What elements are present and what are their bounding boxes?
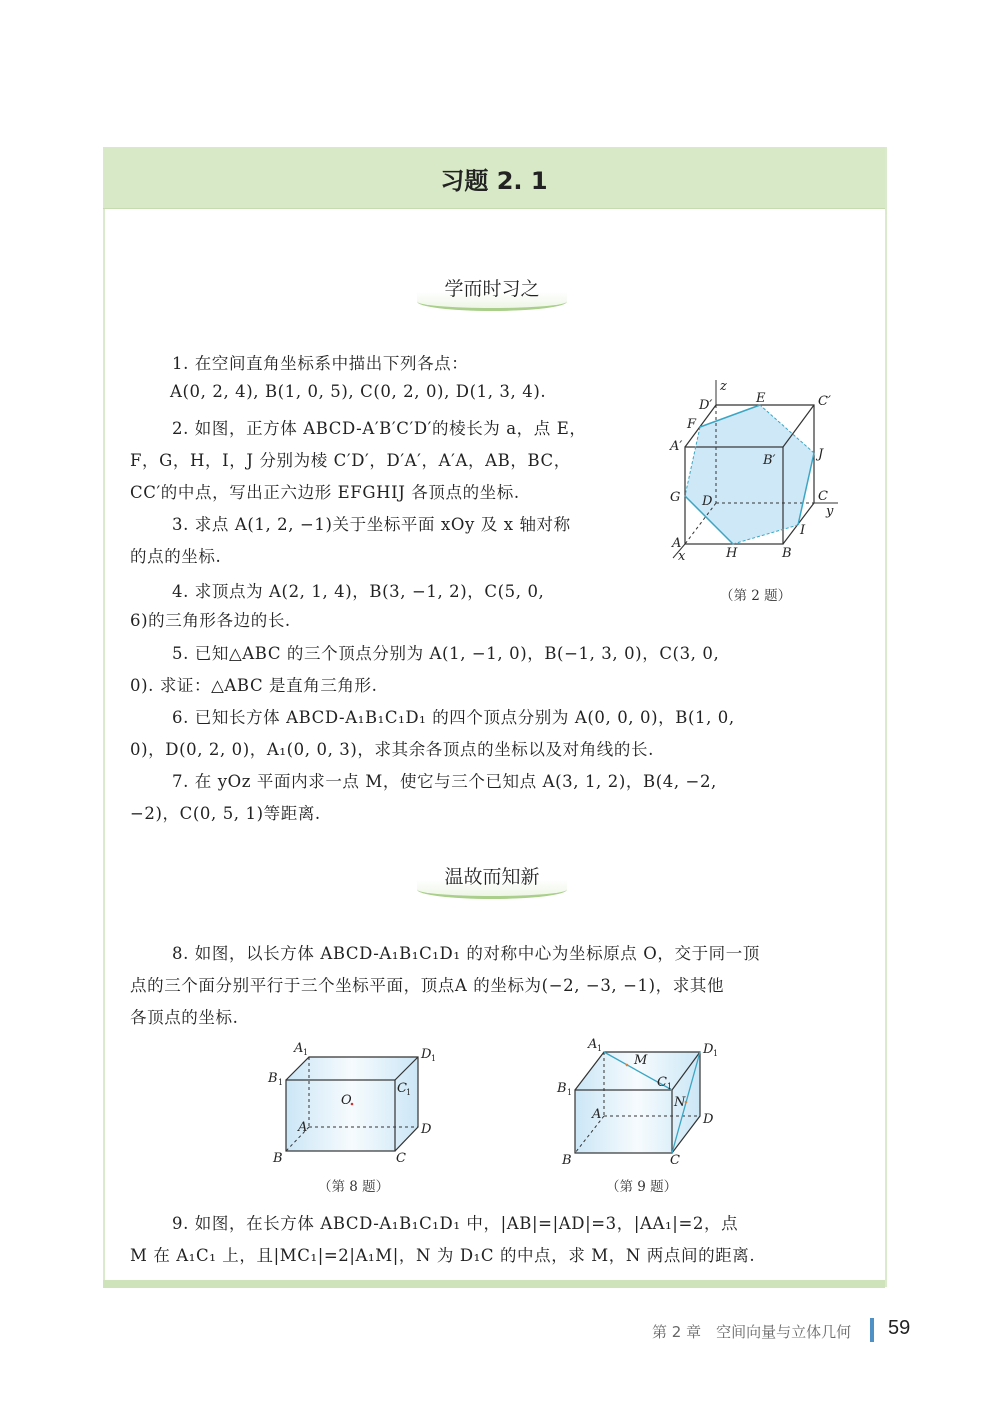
subscript: 1	[278, 1078, 284, 1087]
vertex-label: A	[672, 536, 682, 551]
vertex-label: B	[557, 1081, 567, 1096]
problem-7: 7. 在 yOz 平面内求一点 M，使它与三个已知点 A(3, 1, 2)，B(4, −2,	[172, 772, 717, 791]
problem-2-line: F，G，H，I，J 分别为棱 C′D′，D′A′，A′A，AB，BC，	[130, 451, 571, 470]
problem-1: 1. 在空间直角坐标系中描出下列各点：	[172, 354, 469, 373]
problem-3-line: 的点的坐标.	[130, 547, 222, 566]
section-heading-review	[415, 858, 569, 898]
vertex-label: A	[592, 1107, 602, 1122]
vertex-label: B′	[763, 453, 776, 468]
vertex-label: F	[687, 417, 697, 432]
figure-8-caption: （第 8 题）	[318, 1179, 390, 1195]
problem-4: 4. 求顶点为 A(2, 1, 4)，B(3, −1, 2)，C(5, 0,	[172, 582, 545, 601]
subscript: 1	[597, 1044, 603, 1053]
section-label: 学而时习之	[444, 278, 540, 300]
problem-3: 3. 求点 A(1, 2, −1)关于坐标平面 xOy 及 x 轴对称	[172, 515, 571, 534]
problem-2-line: CC′的中点，写出正六边形 EFGHIJ 各顶点的坐标.	[130, 483, 520, 502]
figure-2-caption: （第 2 题）	[720, 588, 792, 604]
chapter-title: 第 2 章 空间向量与立体几何	[652, 1323, 852, 1341]
page-number: 59	[888, 1317, 911, 1339]
problem-8: 8. 如图，以长方体 ABCD-A₁B₁C₁D₁ 的对称中心为坐标原点 O，交于同一顶	[172, 944, 760, 963]
vertex-label: D	[702, 494, 713, 509]
figure-2-cube	[660, 370, 860, 580]
vertex-label: C	[657, 1075, 667, 1090]
vertex-label: C	[397, 1081, 407, 1096]
section-heading-practice	[415, 270, 569, 310]
problem-9: 9. 如图，在长方体 ABCD-A₁B₁C₁D₁ 中，|AB|=|AD|=3，|AA₁|=2，点	[172, 1214, 739, 1233]
subscript: 1	[713, 1049, 719, 1058]
vertex-label: H	[726, 546, 738, 561]
vertex-label: D	[421, 1122, 432, 1137]
vertex-label: D′	[699, 398, 713, 413]
point-label: M	[634, 1053, 648, 1068]
vertex-label: C	[818, 489, 828, 504]
vertex-label: D	[421, 1047, 432, 1062]
vertex-label: A	[588, 1037, 598, 1052]
subscript: 1	[567, 1088, 573, 1097]
vertex-label: A	[298, 1120, 308, 1135]
problem-5: 5. 已知△ABC 的三个顶点分别为 A(1, −1, 0)，B(−1, 3, 0)，C(3, 0,	[172, 644, 720, 663]
axis-label-x: x	[678, 549, 686, 564]
problem-6: 6. 已知长方体 ABCD-A₁B₁C₁D₁ 的四个顶点分别为 A(0, 0, 0)，B(1, 0,	[172, 708, 735, 727]
vertex-label: A	[294, 1041, 304, 1056]
problem-5-line: 0). 求证：△ABC 是直角三角形.	[130, 676, 378, 695]
vertex-label: E	[756, 391, 766, 406]
problem-4-line: 6)的三角形各边的长.	[130, 611, 291, 630]
exercise-header	[103, 147, 885, 209]
page-title: 习题 2. 1	[440, 167, 548, 195]
axis-label-y: y	[826, 504, 834, 519]
problem-6-line: 0)，D(0, 2, 0)，A₁(0, 0, 3)，求其余各顶点的坐标以及对角线的长.	[130, 740, 654, 759]
problem-2: 2. 如图，正方体 ABCD-A′B′C′D′的棱长为 a，点 E，	[172, 419, 587, 438]
vertex-label: G	[670, 490, 681, 505]
center-label: O	[341, 1093, 352, 1108]
problem-9-line: M 在 A₁C₁ 上，且|MC₁|=2|A₁M|，N 为 D₁C 的中点，求 M，N 两点间的距离.	[130, 1246, 756, 1265]
problem-8-line: 点的三个面分别平行于三个坐标平面，顶点A 的坐标为(−2, −3, −1)，求其他	[130, 976, 725, 995]
figure-9-caption: （第 9 题）	[606, 1179, 678, 1195]
subscript: 1	[406, 1088, 412, 1097]
vertex-label: J	[818, 447, 824, 462]
problem-1-points: A(0, 2, 4), B(1, 0, 5), C(0, 2, 0), D(1, 3, 4).	[170, 382, 547, 401]
figure-9-box	[550, 1035, 730, 1170]
problem-8-line: 各顶点的坐标.	[130, 1008, 239, 1027]
page-number-bar	[870, 1318, 874, 1342]
vertex-label: B	[273, 1151, 283, 1166]
vertex-label: D	[703, 1042, 714, 1057]
vertex-label: A′	[670, 439, 683, 454]
vertex-label: B	[268, 1071, 278, 1086]
axis-label-z: z	[720, 379, 727, 394]
section-label: 温故而知新	[444, 866, 540, 888]
vertex-label: I	[800, 523, 806, 538]
point-label: N	[674, 1095, 686, 1110]
vertex-label: B	[782, 546, 792, 561]
vertex-label: D	[703, 1112, 714, 1127]
bottom-bar	[103, 1280, 885, 1288]
figure-8-box	[260, 1035, 440, 1170]
vertex-label: C	[670, 1153, 680, 1168]
subscript: 1	[431, 1054, 437, 1063]
vertex-label: C′	[818, 394, 831, 409]
vertex-label: B	[562, 1153, 572, 1168]
vertex-label: C	[396, 1151, 406, 1166]
subscript: 1	[667, 1082, 673, 1091]
subscript: 1	[303, 1048, 309, 1057]
problem-7-line: −2)，C(0, 5, 1)等距离.	[130, 804, 321, 823]
